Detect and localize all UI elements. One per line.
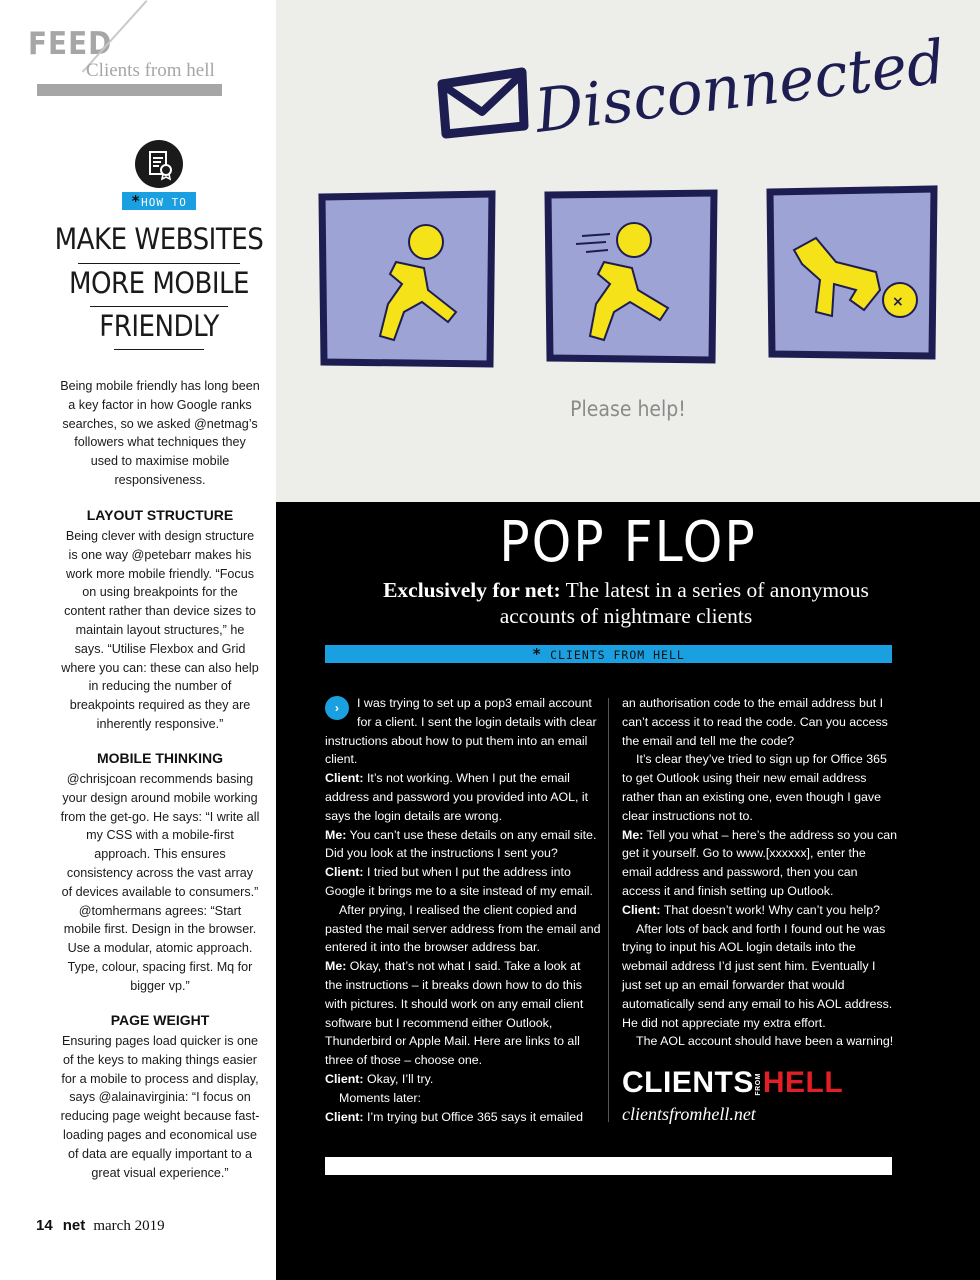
paragraph: Me: Okay, that’s not what I said. Take a look at the instructions – it breaks down how to do this with pictures. It should work on any email client software but I recommend either Outlook, Thunderbird or Apple Mail. Here are links to all three of those – choose one. xyxy=(325,959,584,1068)
badge-label: HOW TO xyxy=(141,196,187,209)
article-title: POP FLOP xyxy=(499,510,757,575)
section-heading-mobile: MOBILE THINKING xyxy=(97,750,223,766)
paragraph: Me: Tell you what – here’s the address so you can get it yourself. Go to www.[xxxxxx], enter the email address and password, then you can access it and finish setting up Outlook. xyxy=(622,827,898,898)
paragraph: an authorisation code to the email address but I can’t access it to read the code. Can you access the email and tell me the code? xyxy=(622,696,888,748)
envelope-icon xyxy=(442,72,524,134)
subtitle-rest: The latest in a series of anonymous accounts of nightmare clients xyxy=(499,578,869,628)
feed-bar xyxy=(37,84,222,96)
clients-from-hell-logo: CLIENTSFROMHELL xyxy=(622,1066,844,1099)
title-rule xyxy=(114,349,204,350)
asterisk-icon: * xyxy=(532,645,543,663)
paragraph: Client: That doesn’t work! Why can’t you help? xyxy=(622,902,881,917)
article-column-right xyxy=(622,694,898,1051)
arrow-right-icon: › xyxy=(325,696,349,720)
side-title-line-2: MORE MOBILE xyxy=(68,266,250,300)
column-divider xyxy=(608,698,609,1122)
paragraph: Me: You can’t use these details on any email site. Did you look at the instructions I sent you? xyxy=(325,827,597,861)
page-number: 14 xyxy=(36,1217,53,1234)
paragraph: It’s clear they’ve tried to sign up for Office 365 to get Outlook using their new email address rather than an existing one, even though I gave clear instructions not to. xyxy=(622,752,887,823)
paragraph: After prying, I realised the client copied and pasted the mail server address from the email and entered it into the browser address bar. xyxy=(325,902,601,955)
paragraph: The AOL account should have been a warning! xyxy=(636,1034,894,1049)
mag-name: net xyxy=(62,1217,86,1234)
side-title-line-1: MAKE WEBSITES xyxy=(54,222,264,256)
category-bar xyxy=(325,645,892,663)
paragraph: Client: Okay, I’ll try. xyxy=(325,1071,434,1086)
section-body-weight: Ensuring pages load quicker is one of the keys to making things easier for a mobile to process and display, says @alainavirginia: “I focus on reducing page weight because fast-loading pages and economical use of data are equally important to a great visual experience.” xyxy=(60,1034,260,1180)
paragraph: Client: I’m trying but Office 365 says it emailed xyxy=(325,1109,584,1124)
side-title-line-3: FRIENDLY xyxy=(99,309,219,343)
section-body-mobile: @chrisjcoan recommends basing your design around mobile working from the get-go. He says: “I write all my CSS with a mobile-first approach. This ensures consistency across the vast array of devices available to consumers.” @tomhermans agrees: “Start mobile first. Design in the browser. Use a modular, atomic approach. Type, colour, spacing first. Mq for bigger vp.” xyxy=(60,772,260,993)
panel-running xyxy=(548,193,714,360)
how-to-badge xyxy=(122,192,196,210)
asterisk-icon: * xyxy=(131,192,142,210)
category-label: CLIENTS FROM HELL xyxy=(550,648,685,662)
section-heading-weight: PAGE WEIGHT xyxy=(110,1012,210,1028)
feed-subtitle: Clients from hell xyxy=(86,60,215,81)
sidebar-intro: Being mobile friendly has long been a key factor in how Google ranks searches, so we asked @netmag’s followers what techniques they used to maximise mobile responsiveness. xyxy=(60,379,260,487)
bottom-bar xyxy=(325,1157,892,1175)
sidebar xyxy=(0,0,276,1280)
title-rule xyxy=(78,263,240,264)
illustration-heading: Disconnected xyxy=(531,27,950,147)
paragraph: Moments later: xyxy=(339,1090,421,1105)
illustration xyxy=(276,0,980,502)
article-column-left xyxy=(325,694,601,1126)
feed-label: FEED xyxy=(28,26,113,62)
issue-date: march 2019 xyxy=(93,1218,165,1234)
illustration-caption: Please help! xyxy=(570,397,686,421)
paragraph: After lots of back and forth I found out he was trying to input his AOL login details into the webmail address I’d just sent him. Eventually I just set up an email forwarder that would automatically send any email to his AOL address. He did not appreciate my extra effort. xyxy=(622,921,893,1030)
page-footer xyxy=(36,1217,165,1235)
svg-text:×: × xyxy=(892,294,904,310)
panel-walking xyxy=(322,194,492,364)
subtitle-bold: Exclusively for net: xyxy=(383,578,561,602)
paragraph: Client: I tried but when I put the address into Google it brings me to a site instead of my email. xyxy=(325,865,593,898)
panel-falling xyxy=(770,189,934,356)
paragraph: I was trying to set up a pop3 email account for a client. I sent the login details with clear instructions about how to put them into an email client. xyxy=(325,696,597,767)
article-subtitle xyxy=(346,577,906,629)
paragraph: Client: It’s not working. When I put the email address and password you provided into AOL, it says the login details are wrong. xyxy=(325,771,589,823)
site-url: clientsfromhell.net xyxy=(622,1104,756,1124)
title-rule xyxy=(90,306,228,307)
section-heading-layout: LAYOUT STRUCTURE xyxy=(86,507,234,523)
section-body-layout: Being clever with design structure is one way @petebarr makes his work more mobile friendly. “Focus on using breakpoints for the content rather than device sizes to maintain layout structures,” he says. “Utilise Flexbox and Grid where you can: these can also help in reducing the number of breakpoints required as they are inherently responsive.” xyxy=(61,529,259,731)
document-icon xyxy=(135,140,183,188)
